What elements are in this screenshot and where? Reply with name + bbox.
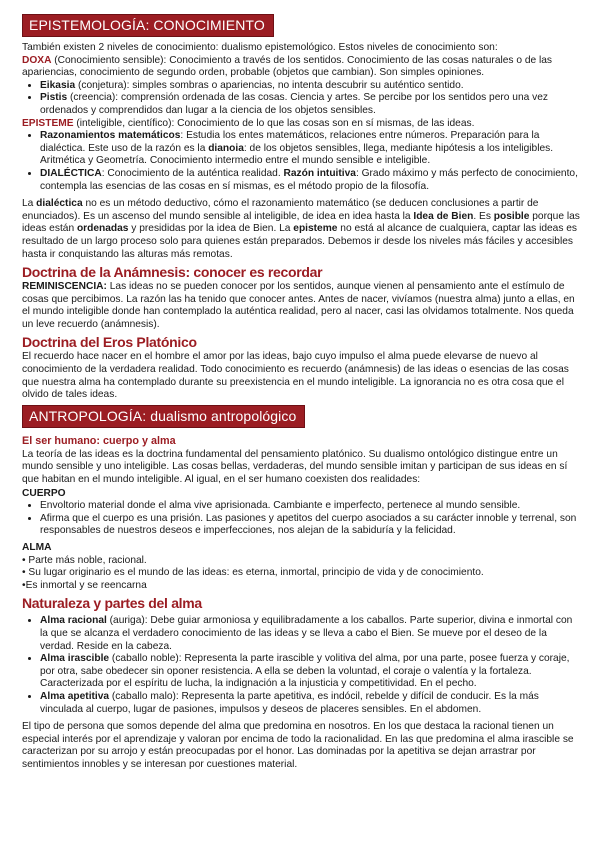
alma-line: • Su lugar originario es el mundo de las ideas: es eterna, inmortal, principio de vida y de conocimiento.	[22, 567, 484, 579]
episteme-term: EPISTEME	[22, 117, 74, 129]
anamnesis-text: Las ideas no se pueden conocer por los sentidos, aunque vienen al pensamiento ante el estímulo de cosas que percibimos. La razón las ha tenido que conocer antes. Antes de nacer, vivíamos (nuestra alma) junto a ellas, en el mundo inteligible donde han contemplado la auténtica realidad, pero al nacer, casi las olvidamos totalmente. Nos queda un leve recuerdo (anámnesis).	[22, 281, 575, 330]
dial-text-c: : Grado máximo y más perfecto de conocimiento, contempla las esencias de las cosas en sí mismas, es el método propio de la filosofía.	[40, 167, 578, 192]
irascible-text: (caballo noble): Representa la parte irascible y volitiva del alma, por una parte, posee fuerza y coraje, por otra, sabe obedecer sin oponer resistencia. A ella se deben la voluntad, el coraje o valentía y la fortaleza. Caracterizada por el espíritu de lucha, la indignación a la injusticia y competitividad. En el pecho.	[40, 653, 570, 690]
episteme-paragraph	[22, 118, 580, 131]
para-part-4: Idea de Bien	[413, 210, 474, 222]
para-part-7: porque las ideas están	[22, 210, 580, 235]
cuerpo-label: CUERPO	[22, 487, 66, 499]
section-banner-epistemologia: EPISTEMOLOGÍA: CONOCIMIENTO	[22, 14, 274, 37]
para-part-8: ordenadas	[76, 223, 129, 235]
list-item-eikasia	[40, 80, 580, 93]
irascible-term: Alma irascible	[40, 653, 110, 665]
alma-line: •Es inmortal y se reencarna	[22, 579, 147, 591]
math-dianoia: dianoia	[208, 142, 244, 154]
list-item-alma-apetitiva	[40, 691, 580, 716]
list-item-dialectica	[40, 168, 580, 193]
doxa-list	[22, 80, 580, 118]
list-item-pistis	[40, 92, 580, 117]
para-part-10: episteme	[293, 223, 338, 235]
episteme-text: (inteligible, científico): Conocimiento de lo que las cosas son en sí mismas, de las ideas.	[73, 117, 475, 129]
heading-anamnesis: Doctrina de la Anámnesis: conocer es recordar	[22, 264, 323, 281]
epistemologia-intro: También existen 2 niveles de conocimiento: dualismo epistemológico. Estos niveles de conocimiento son:	[22, 42, 498, 53]
racional-term: Alma racional	[40, 615, 107, 627]
apetitiva-term: Alma apetitiva	[40, 690, 110, 702]
eros-paragraph: El recuerdo hace nacer en el hombre el amor por las ideas, bajo cuyo impulso el alma puede elevarse de nuevo al conocimiento de la verdadera realidad. Todo conocimiento es recuerdo (anámnesis) de las ideas o esencias de las cosas que nuestra alma ha contemplado durante su preexistencia en el mundo inteligible. La ignorancia no es otra cosa que el olvido de tales ideas.	[22, 351, 569, 401]
reminiscencia-term: REMINISCENCIA:	[22, 281, 107, 293]
pistis-term: Pistis	[40, 92, 68, 104]
dial-term: DIALÉCTICA	[40, 167, 102, 179]
alma-line: • Parte más noble, racional.	[22, 554, 147, 566]
list-item: • Afirma que el cuerpo es una prisión. Las pasiones y apetitos del cuerpo asociados a su carácter innoble y terrenal, son responsables de nuestros deseos e imperfecciones, nos alejan de la sabiduría y la felicidad.	[40, 513, 580, 538]
dial-text-a: : Conocimiento de la auténtica realidad.	[101, 167, 284, 179]
doxa-paragraph	[22, 55, 580, 80]
antropologia-intro: La teoría de las ideas es la doctrina fundamental del pensamiento platónico. Su dualismo ontológico distingue entre un mundo sensible y uno inteligible. Las cosas bellas, verdaderas, del mundo sensible imitan y participan de sus ideas en sí que habitan en el mundo inteligible. Al igual, en el ser humano coexisten dos realidades:	[22, 448, 568, 486]
para-part-5: . Es	[473, 210, 494, 222]
cuerpo-list	[22, 500, 580, 538]
para-part-9: y presididas por la idea de Bien. La	[128, 223, 294, 235]
alma-label: ALMA	[22, 542, 52, 553]
doxa-term: DOXA	[22, 54, 52, 66]
list-item-alma-irascible	[40, 653, 580, 691]
math-text-c: : de los objetos sensibles, llega, mediante hipótesis a los inteligibles. Aritmética y Geometría. Conocimiento intermedio entre el mundo sensible e inteligible.	[40, 142, 554, 167]
doxa-text: (Conocimiento sensible): Conocimiento a través de los sentidos. Conocimiento de las cosas naturales o de las apariencias, conocimiento de segundo orden, probable (objetos que cambian). Son simples opiniones.	[22, 54, 553, 79]
section-banner-antropologia: ANTROPOLOGÍA: dualismo antropológico	[22, 405, 305, 428]
eikasia-term: Eikasia	[40, 79, 76, 91]
math-term: Razonamientos matemáticos	[40, 130, 181, 142]
apetitiva-text: (caballo malo): Representa la parte apetitiva, es indócil, rebelde y difícil de conducir. Es la más vinculada al cuerpo, lugar de pasiones, impulsos y deseos de placeres sensibles. En el abdomen.	[40, 690, 539, 715]
pistis-text: (creencia): comprensión ordenada de las cosas. Ciencia y artes. Se percibe por los sentidos pero una vez ordenados y comprendidos dan lugar a la ciencia de los objetos sensibles.	[40, 92, 548, 116]
heading-eros: Doctrina del Eros Platónico	[22, 334, 197, 351]
para-part-1: La	[22, 198, 37, 210]
math-text-a: : Estudia los entes matemáticos, relaciones entre números. Preparación para la dialéctica. Este uso de la razón es la	[40, 130, 540, 154]
eikasia-text: (conjetura): simples sombras o apariencias, no intenta descubrir su auténtico sentido.	[75, 79, 464, 91]
heading-naturaleza: Naturaleza y partes del alma	[22, 595, 202, 612]
para-part-3: no es un método deductivo, cómo el razonamiento matemático (se deducen conclusiones a partir de enunciados). Es un ascenso del mundo sensible al inteligible, de idea en idea hasta la	[22, 198, 539, 222]
anamnesis-paragraph	[22, 281, 580, 331]
closing-paragraph: El tipo de persona que somos depende del alma que predomina en nosotros. En los que destaca la racional tienen un especial interés por el aprendizaje y valoran por encima de todo la racionalidad. En las que predomina el alma irascible se caracterizan por su arrojo y están preocupadas por el honor. Las dominadas por la apetitiva se dejan arrastrar por sentimientos innobles y se interesan por cuestiones material.	[22, 721, 574, 770]
list-item-alma-racional	[40, 615, 580, 653]
dialectica-paragraph	[22, 198, 580, 261]
heading-cuerpo-alma: El ser humano: cuerpo y alma	[22, 434, 176, 447]
para-part-11: no está al alcance de cualquiera, captar las ideas es resultado de un largo proceso solo para quienes están preparados. Debemos ir desde los niveles más fáciles y accesibles hasta ir conquistando las alturas más remotas.	[22, 223, 578, 260]
partes-alma-list	[22, 615, 580, 716]
para-part-2: dialéctica	[36, 198, 83, 210]
dial-razon: Razón intuitiva	[283, 167, 356, 179]
list-item-razonamientos	[40, 130, 580, 168]
para-part-6: posible	[493, 210, 530, 222]
racional-text: (auriga): Debe guiar armoniosa y equilibradamente a los caballos. Parte superior, divina e inmortal con la que se alcanza el verdadero conocimiento de las ideas y se lleva a cabo el Bien. Se mueve por el deseo de la verdad. Reside en la cabeza.	[40, 615, 573, 652]
episteme-list	[22, 130, 580, 193]
list-item: • Envoltorio material donde el alma vive aprisionada. Cambiante e imperfecto, pertenece al mundo sensible.	[40, 500, 580, 513]
